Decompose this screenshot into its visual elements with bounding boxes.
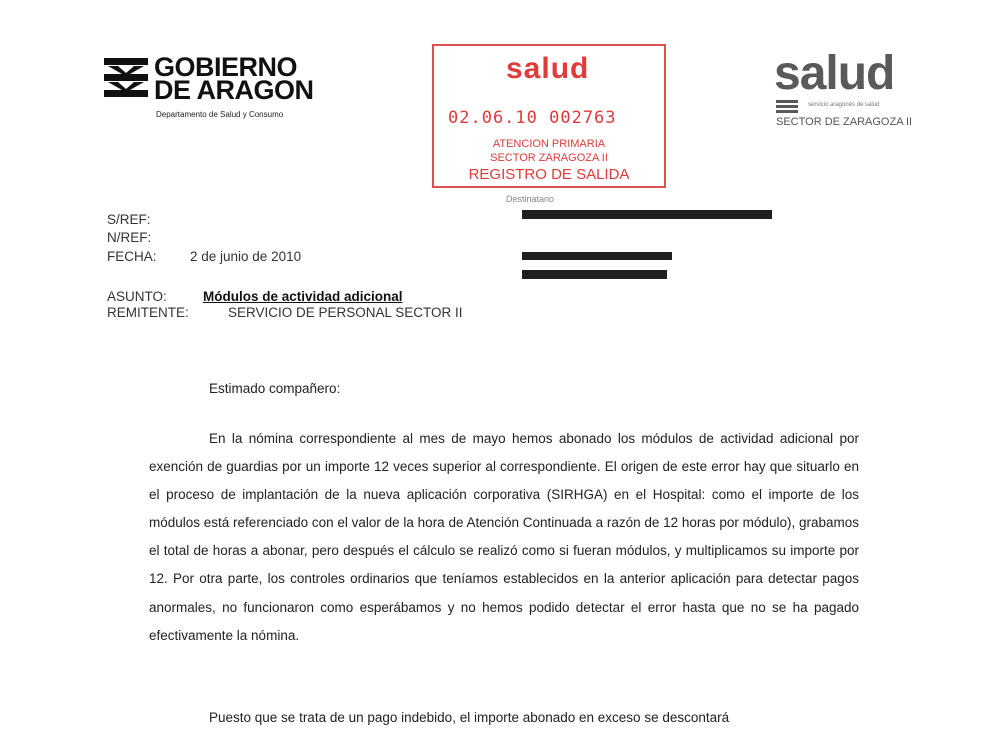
remitente-value: SERVICIO DE PERSONAL SECTOR II [228, 305, 463, 320]
fecha-label: FECHA: [107, 249, 157, 264]
body-paragraph-2: Puesto que se trata de un pago indebido, el importe abonado en exceso se descontará [209, 710, 730, 725]
gobierno-line2: DE ARAGON [154, 75, 314, 105]
fecha-value: 2 de junio de 2010 [190, 249, 302, 264]
stamp-logo: salud [506, 52, 590, 85]
nref-label: N/REF: [107, 230, 152, 245]
stamp-line1: ATENCION PRIMARIA [492, 138, 606, 150]
salud-sector: SECTOR DE ZARAGOZA II [776, 116, 913, 128]
gobierno-aragon-logo [104, 52, 344, 124]
salutation: Estimado compañero: [209, 381, 341, 396]
body-paragraph-1: En la nómina correspondiente al mes de mayo hemos abonado los módulos de actividad adicional por exención de guardias por un importe 12 veces superior al correspondiente. El origen de este error hay que situarlo en el proceso de implantación de la nueva aplicación corporativa (SIRHGA) en el Hospital: como el importe de los módulos está referenciado con el valor de la hora de Atención Continuada a razón de 12 horas por módulo), grabamos el total de horas a abonar, pero después el cálculo se realizó como si fueran módulos, y multiplicamos su importe por 12. Por otra parte, los controles ordinarios que teníamos establecidos en la anterior aplicación para detectar pagos anormales, no funcionaron como esperábamos y no hemos podido detectar el error hasta que no se ha pagado efectivamente la nómina. [149, 431, 859, 643]
redacted-line-1 [522, 210, 772, 219]
registro-stamp [432, 44, 666, 188]
gobierno-line1: GOBIERNO [154, 52, 298, 82]
stamp-line2: SECTOR ZARAGOZA II [490, 152, 608, 164]
salud-logo [774, 48, 964, 138]
gobierno-dept: Departamento de Salud y Consumo [156, 110, 284, 119]
redacted-line-2 [522, 252, 672, 260]
aragon-emblem-icon [104, 56, 150, 100]
stamp-line3: REGISTRO DE SALIDA [468, 166, 630, 183]
asunto-value: Módulos de actividad adicional [203, 289, 403, 304]
remitente-label: REMITENTE: [107, 305, 189, 320]
salud-word: salud [774, 47, 895, 100]
salud-bars-icon [776, 100, 798, 114]
stamp-number: 02.06.10 002763 [448, 108, 617, 128]
redacted-line-3 [522, 270, 667, 279]
sref-label: S/REF: [107, 212, 151, 227]
destinatario-label: Destinatario [506, 194, 555, 204]
salud-small-text: servicio aragonés de salud [808, 102, 880, 108]
asunto-label: ASUNTO: [107, 289, 167, 304]
